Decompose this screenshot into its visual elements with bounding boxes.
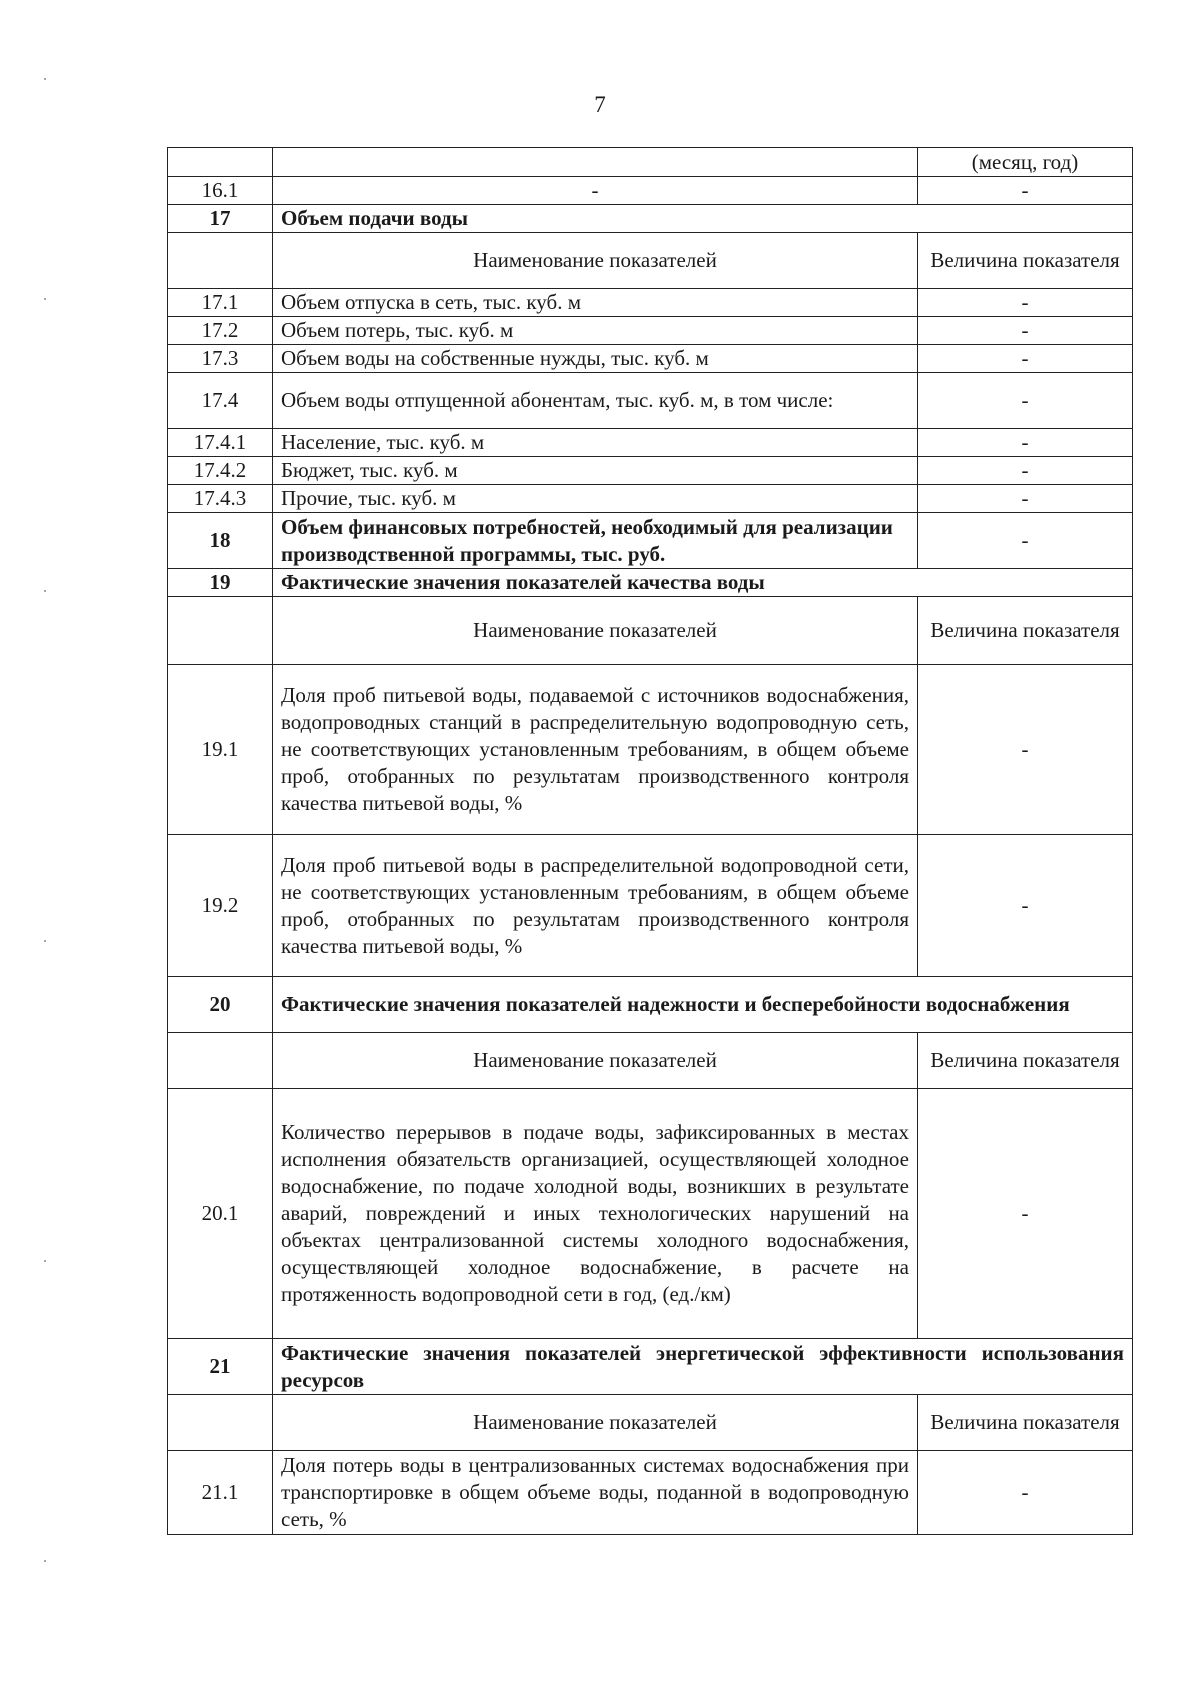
- number-cell: 17.2: [168, 317, 273, 345]
- name-cell: Доля потерь воды в централизованных системах водоснабжения при транспортировке в общем объеме воды, поданной в водопроводную сеть, %: [273, 1451, 918, 1535]
- number-cell: 21.1: [168, 1451, 273, 1535]
- scan-speck: [44, 78, 46, 80]
- value-cell: -: [918, 457, 1133, 485]
- indicator-name-header: Наименование показателей: [273, 1395, 918, 1451]
- section-title: Объем подачи воды: [273, 205, 1133, 233]
- value-cell: -: [918, 289, 1133, 317]
- column-header-row: [168, 1033, 1133, 1089]
- table-row: [168, 345, 1133, 373]
- table-row: [168, 177, 1133, 205]
- scan-speck: [44, 590, 46, 592]
- table-row: [168, 457, 1133, 485]
- name-cell: Объем воды отпущенной абонентам, тыс. куб. м, в том числе:: [273, 373, 918, 429]
- section-title: Фактические значения показателей энергетической эффективности использования ресурсов: [273, 1339, 1133, 1395]
- number-cell: [168, 1033, 273, 1089]
- value-cell: -: [918, 317, 1133, 345]
- number-cell: [168, 597, 273, 665]
- value-cell: -: [918, 177, 1133, 205]
- number-cell: [168, 1395, 273, 1451]
- name-cell: Прочие, тыс. куб. м: [273, 485, 918, 513]
- value-header-cell: (месяц, год): [918, 148, 1133, 177]
- section-row: [168, 513, 1133, 569]
- value-cell: -: [918, 835, 1133, 977]
- name-cell: -: [273, 177, 918, 205]
- section-row: [168, 977, 1133, 1033]
- number-cell: [168, 148, 273, 177]
- table-row: [168, 1451, 1133, 1535]
- indicator-value-header: Величина показателя: [918, 233, 1133, 289]
- name-cell: Доля проб питьевой воды в распределительной водопроводной сети, не соответствующих установленным требованиям, в общем объеме проб, отобранных по результатам производственного контроля качества питьевой воды, %: [273, 835, 918, 977]
- section-number: 19: [168, 569, 273, 597]
- section-row: [168, 205, 1133, 233]
- number-cell: 17.4.1: [168, 429, 273, 457]
- indicator-value-header: Величина показателя: [918, 1395, 1133, 1451]
- name-cell: [273, 148, 918, 177]
- column-header-row: [168, 597, 1133, 665]
- indicator-value-header: Величина показателя: [918, 1033, 1133, 1089]
- value-cell: -: [918, 429, 1133, 457]
- section-row: [168, 1339, 1133, 1395]
- number-cell: 16.1: [168, 177, 273, 205]
- name-cell: Количество перерывов в подаче воды, зафиксированных в местах исполнения обязательств организацией, осуществляющей холодное водоснабжение, по подаче холодной воды, возникших в результате аварий, повреждений и иных технологических нарушений на объектах централизованной системы холодного водоснабжения, осуществляющей холодное водоснабжение, в расчете на протяженность водопроводной сети в год, (ед./км): [273, 1089, 918, 1339]
- name-cell: Объем потерь, тыс. куб. м: [273, 317, 918, 345]
- section-number: 21: [168, 1339, 273, 1395]
- value-cell: -: [918, 1451, 1133, 1535]
- name-cell: Доля проб питьевой воды, подаваемой с источников водоснабжения, водопроводных станций в распределительную водопроводную сеть, не соответствующих установленным требованиям, в общем объеме проб, отобранных по результатам производственного контроля качества питьевой воды, %: [273, 665, 918, 835]
- value-cell: -: [918, 345, 1133, 373]
- value-cell: -: [918, 513, 1133, 569]
- section-title: Фактические значения показателей надежности и бесперебойности водоснабжения: [273, 977, 1133, 1033]
- number-cell: 20.1: [168, 1089, 273, 1339]
- scan-speck: [44, 1560, 46, 1562]
- scan-speck: [44, 1260, 46, 1262]
- page-number: 7: [594, 92, 606, 117]
- section-number: 18: [168, 513, 273, 569]
- table-row: [168, 317, 1133, 345]
- column-header-row: [168, 233, 1133, 289]
- column-header-row: [168, 1395, 1133, 1451]
- number-cell: 17.4: [168, 373, 273, 429]
- table-row: [168, 1089, 1133, 1339]
- number-cell: [168, 233, 273, 289]
- value-cell: -: [918, 373, 1133, 429]
- value-cell: -: [918, 1089, 1133, 1339]
- table-row: [168, 373, 1133, 429]
- indicator-name-header: Наименование показателей: [273, 1033, 918, 1089]
- indicator-name-header: Наименование показателей: [273, 597, 918, 665]
- table-row: [168, 665, 1133, 835]
- section-row: [168, 569, 1133, 597]
- number-cell: 19.2: [168, 835, 273, 977]
- name-cell: Бюджет, тыс. куб. м: [273, 457, 918, 485]
- name-cell: Население, тыс. куб. м: [273, 429, 918, 457]
- number-cell: 17.3: [168, 345, 273, 373]
- name-cell: Объем воды на собственные нужды, тыс. куб. м: [273, 345, 918, 373]
- number-cell: 17.1: [168, 289, 273, 317]
- value-cell: -: [918, 485, 1133, 513]
- number-cell: 17.4.3: [168, 485, 273, 513]
- section-title: Фактические значения показателей качества воды: [273, 569, 1133, 597]
- number-cell: 17.4.2: [168, 457, 273, 485]
- indicators-table: [167, 147, 1133, 1535]
- value-cell: -: [918, 665, 1133, 835]
- section-title: Объем финансовых потребностей, необходимый для реализации производственной программы, тыс. руб.: [273, 513, 918, 569]
- section-number: 17: [168, 205, 273, 233]
- table-row: [168, 835, 1133, 977]
- table-row: [168, 148, 1133, 177]
- indicator-name-header: Наименование показателей: [273, 233, 918, 289]
- table-row: [168, 485, 1133, 513]
- scan-speck: [44, 940, 46, 942]
- indicator-value-header: Величина показателя: [918, 597, 1133, 665]
- scan-speck: [44, 298, 46, 300]
- table-row: [168, 289, 1133, 317]
- number-cell: 19.1: [168, 665, 273, 835]
- name-cell: Объем отпуска в сеть, тыс. куб. м: [273, 289, 918, 317]
- table-row: [168, 429, 1133, 457]
- section-number: 20: [168, 977, 273, 1033]
